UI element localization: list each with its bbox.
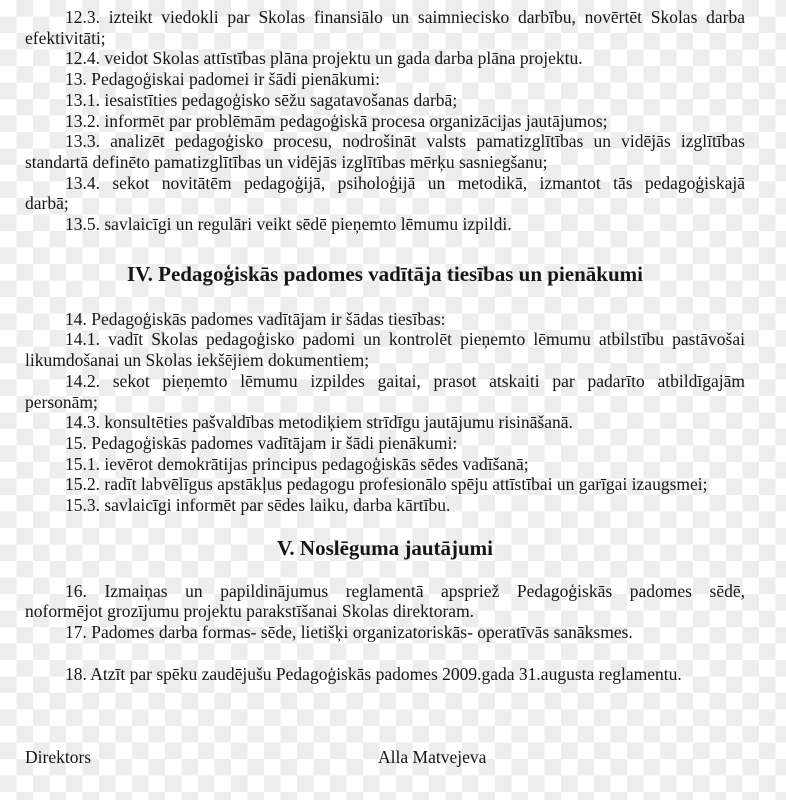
text-line: 14.1. vadīt Skolas pedagoģisko padomi un kontrolēt pieņemto lēmumu atbilstību pastāvošai	[65, 329, 745, 350]
text-line: 13.3. analizēt pedagoģisko procesu, nodrošināt valsts pamatizglītības un vidējās izglītības	[65, 131, 745, 152]
paragraph-12-4	[25, 48, 745, 69]
text-line: 18. Atzīt par spēku zaudējušu Pedagoģiskās padomes 2009.gada 31.augusta reglamentu.	[65, 663, 682, 684]
text-line: standartā definēto pamatizglītības un vidējās izglītības mērķu sasniegšanu;	[25, 151, 548, 172]
text-line: 17. Padomes darba formas- sēde, lietišķi organizatoriskās- operatīvās sanāksmes.	[65, 622, 633, 643]
text-line: 15. Pedagoģiskās padomes vadītājam ir šādi pienākumi:	[65, 432, 458, 453]
text-line: personām;	[25, 391, 98, 412]
paragraph-13-4	[25, 173, 745, 214]
text-line: 15.1. ievērot demokrātijas principus pedagoģiskās sēdes vadīšanā;	[65, 453, 529, 474]
signature-name: Alla Matvejeva	[378, 746, 487, 767]
text-line: 13. Pedagoģiskai padomei ir šādi pienākumi:	[65, 69, 380, 90]
paragraph-15-1	[25, 454, 745, 475]
text-line: 13.2. informēt par problēmām pedagoģiskā procesa organizācijas jautājumos;	[65, 110, 608, 131]
text-line: 13.5. savlaicīgi un regulāri veikt sēdē pieņemto lēmumu izpildi.	[65, 214, 512, 235]
paragraph-13	[25, 69, 745, 90]
section-heading-h-v: V. Noslēguma jautājumi	[276, 535, 494, 560]
document-body	[25, 7, 745, 685]
paragraph-13-5	[25, 214, 745, 235]
text-line: 12.4. veidot Skolas attīstības plāna projektu un gada darba plāna projektu.	[65, 48, 583, 69]
text-line: 15.2. radīt labvēlīgus apstākļus pedagogu profesionālo spēju attīstībai un garīgai izaugsmei;	[65, 474, 708, 495]
text-line: efektivitāti;	[25, 27, 106, 48]
paragraph-14-3	[25, 412, 745, 433]
paragraph-13-3	[25, 131, 745, 172]
text-line: 14.3. konsultēties pašvaldības metodiķiem strīdīgu jautājumu risināšanā.	[65, 412, 573, 433]
signature-role: Direktors	[25, 746, 92, 767]
text-line: 15.3. savlaicīgi informēt par sēdes laiku, darba kārtību.	[65, 495, 451, 516]
paragraph-15-3	[25, 495, 745, 516]
paragraph-14	[25, 309, 745, 330]
paragraph-13-1	[25, 90, 745, 111]
paragraph-15	[25, 433, 745, 454]
paragraph-13-2	[25, 111, 745, 132]
text-line: 16. Izmaiņas un papildinājumus reglamentā apspriež Pedagoģiskās padomes sēdē,	[65, 580, 745, 601]
paragraph-14-1	[25, 329, 745, 370]
paragraph-12-3	[25, 7, 745, 48]
section-heading-h-iv: IV. Pedagoģiskās padomes vadītāja tiesības un pienākumi	[127, 261, 643, 286]
text-line: 12.3. izteikt viedokli par Skolas finansiālo un saimniecisko darbību, novērtēt Skolas darba	[65, 7, 745, 27]
paragraph-15-2	[25, 474, 745, 495]
signature-row	[25, 747, 745, 768]
text-line: noformējot grozījumu projektu parakstīšanai Skolas direktoram.	[25, 601, 475, 622]
text-line: darbā;	[25, 193, 69, 214]
text-line: 14. Pedagoģiskās padomes vadītājam ir šādas tiesības:	[65, 308, 446, 329]
text-line: 14.2. sekot pieņemto lēmumu izpildes gaitai, prasot atskaiti par padarīto atbildīgajām	[65, 370, 745, 391]
paragraph-18	[25, 664, 745, 685]
text-line: 13.4. sekot novitātēm pedagoģijā, psiholoģijā un metodikā, izmantot tās pedagoģiskajā	[65, 172, 745, 193]
paragraph-17	[25, 622, 745, 643]
paragraph-14-2	[25, 371, 745, 412]
text-line: 13.1. iesaistīties pedagoģisko sēžu sagatavošanas darbā;	[65, 89, 458, 110]
paragraph-16	[25, 581, 745, 622]
text-line: likumdošanai un Skolas iekšējiem dokumentiem;	[25, 350, 370, 371]
